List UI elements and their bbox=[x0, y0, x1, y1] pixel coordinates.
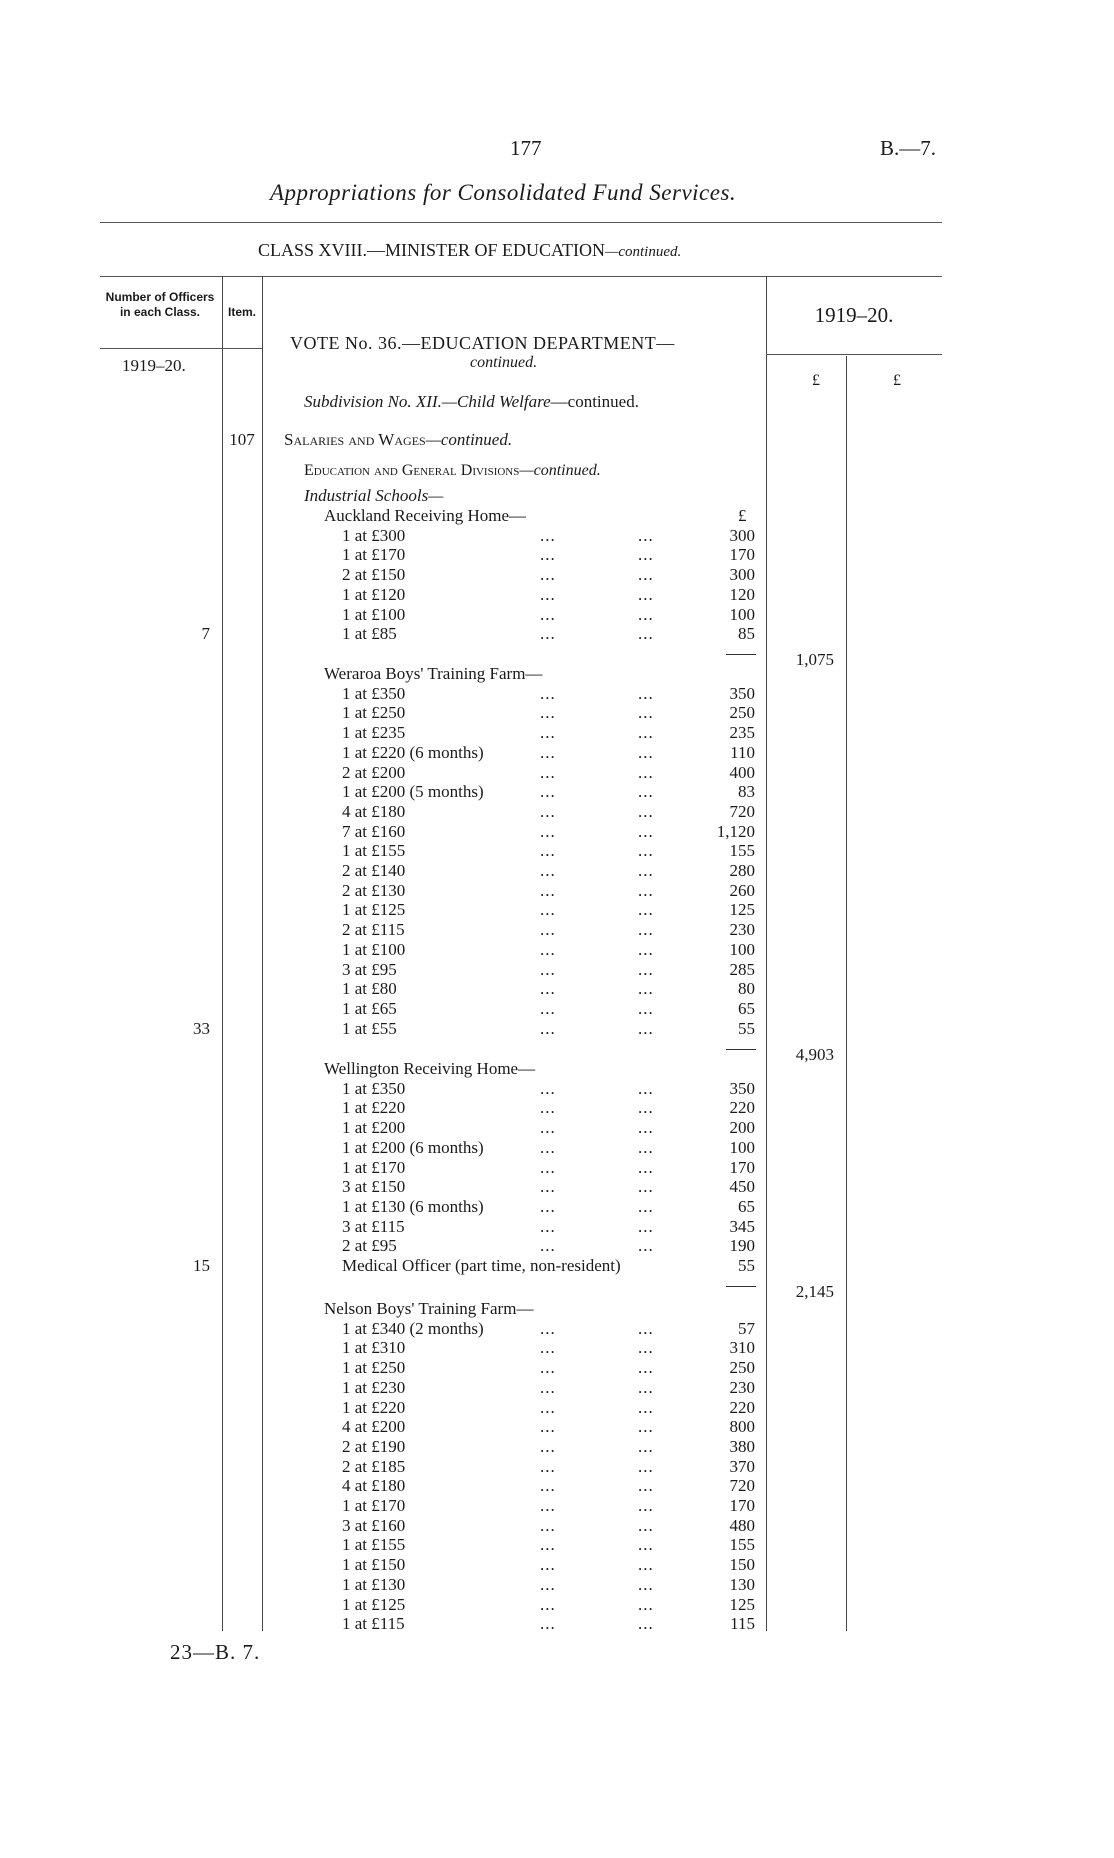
leader-dots: ... bbox=[638, 1137, 654, 1157]
col-divider-item bbox=[262, 276, 263, 1631]
rule-table-top bbox=[100, 276, 942, 277]
leader-dots: ... bbox=[638, 1456, 654, 1476]
salary-row-amount: 310 bbox=[729, 1338, 755, 1358]
salary-row-amount: 100 bbox=[729, 604, 755, 624]
leader-dots: ... bbox=[540, 1358, 556, 1378]
leader-dots: ... bbox=[540, 959, 556, 979]
leader-dots: ... bbox=[638, 584, 654, 604]
leader-dots: ... bbox=[638, 1177, 654, 1197]
leader-dots: ... bbox=[540, 920, 556, 940]
leader-dots: ... bbox=[638, 624, 654, 644]
leader-dots: ... bbox=[540, 939, 556, 959]
salary-row-label: Medical Officer (part time, non-resident) bbox=[342, 1256, 621, 1275]
leader-dots: ... bbox=[540, 1397, 556, 1417]
leader-dots: ... bbox=[638, 939, 654, 959]
leader-dots: ... bbox=[540, 545, 556, 565]
salary-row-amount: 120 bbox=[729, 584, 755, 604]
officers-count: 33 bbox=[193, 1018, 210, 1038]
leader-dots: ... bbox=[540, 624, 556, 644]
leader-dots: ... bbox=[638, 880, 654, 900]
salary-row bbox=[342, 1378, 755, 1398]
salary-row-label: 1 at £150 bbox=[342, 1555, 406, 1575]
leader-dots: ... bbox=[540, 762, 556, 782]
salary-row bbox=[342, 960, 755, 980]
salary-row-amount: 110 bbox=[730, 742, 755, 762]
salary-row-label: 4 at £180 bbox=[342, 1476, 406, 1496]
salary-row bbox=[342, 1138, 755, 1158]
salary-row-label: 1 at £125 bbox=[342, 900, 406, 920]
salary-row bbox=[342, 703, 755, 723]
leader-dots: ... bbox=[638, 703, 654, 723]
page-footer: 23—B. 7. bbox=[170, 1640, 261, 1664]
leader-dots: ... bbox=[638, 1496, 654, 1515]
salary-row-amount: 230 bbox=[729, 920, 755, 940]
salary-row bbox=[342, 526, 755, 546]
salary-row-label: 1 at £170 bbox=[342, 1157, 406, 1177]
subdivision-label: Subdivision No. XII.—Child Welfare bbox=[304, 392, 551, 411]
salary-row bbox=[342, 763, 755, 783]
salary-row-amount: 250 bbox=[729, 703, 755, 723]
subtotal-rule bbox=[726, 1286, 756, 1287]
leader-dots: ... bbox=[540, 703, 556, 723]
col-divider-amounts bbox=[766, 276, 767, 1631]
salary-row-amount: 235 bbox=[729, 723, 755, 743]
salary-row bbox=[342, 1256, 755, 1276]
leader-dots: ... bbox=[540, 1137, 556, 1157]
leader-dots: ... bbox=[638, 604, 654, 624]
salary-row-label: 1 at £310 bbox=[342, 1338, 406, 1358]
leader-dots: ... bbox=[638, 998, 654, 1018]
leader-dots: ... bbox=[540, 742, 556, 762]
group-total: 2,145 bbox=[795, 1282, 834, 1301]
salary-row-label: 1 at £120 bbox=[342, 584, 406, 604]
salary-row-label: 2 at £140 bbox=[342, 861, 406, 880]
officers-column-header: Number of Officers in each Class. bbox=[105, 290, 215, 319]
salary-row bbox=[342, 1496, 755, 1516]
salary-row-label: 1 at £340 (2 months) bbox=[342, 1318, 484, 1338]
salary-row-amount: 230 bbox=[729, 1377, 755, 1397]
leader-dots: ... bbox=[638, 1515, 654, 1535]
subdivision-heading bbox=[304, 392, 639, 412]
group-total: 1,075 bbox=[795, 650, 834, 670]
salary-row-label: 2 at £95 bbox=[342, 1236, 397, 1256]
salary-row-label: 2 at £130 bbox=[342, 880, 406, 900]
salary-row-label: 1 at £220 bbox=[342, 1098, 406, 1118]
salary-row bbox=[342, 723, 755, 743]
salary-row-amount: 100 bbox=[729, 939, 755, 959]
salary-row-amount: 370 bbox=[729, 1456, 755, 1476]
leader-dots: ... bbox=[540, 1118, 556, 1138]
salary-row-amount: 83 bbox=[738, 782, 755, 802]
leader-dots: ... bbox=[638, 979, 654, 999]
officers-count: 15 bbox=[193, 1256, 210, 1275]
salary-row-amount: 190 bbox=[729, 1236, 755, 1256]
salary-row-amount: 155 bbox=[729, 841, 755, 861]
salary-row-amount: 55 bbox=[738, 1256, 755, 1275]
salary-row-label: 2 at £115 bbox=[342, 920, 405, 940]
leader-dots: ... bbox=[638, 920, 654, 940]
group-name: Wellington Receiving Home— bbox=[324, 1059, 536, 1078]
salary-row-amount: 200 bbox=[729, 1118, 755, 1138]
leader-dots: ... bbox=[540, 880, 556, 900]
rule-top bbox=[100, 222, 942, 223]
division-heading bbox=[304, 462, 601, 480]
leader-dots: ... bbox=[638, 1535, 654, 1555]
salary-row bbox=[342, 979, 755, 999]
leader-dots: ... bbox=[540, 782, 556, 802]
salary-row-amount: 285 bbox=[729, 959, 755, 979]
salary-row bbox=[342, 822, 755, 842]
salary-row-amount: 170 bbox=[729, 1157, 755, 1177]
leader-dots: ... bbox=[638, 900, 654, 920]
group-name: Nelson Boys' Training Farm— bbox=[324, 1299, 534, 1318]
salary-row-amount: 480 bbox=[729, 1515, 755, 1535]
salary-row bbox=[342, 782, 755, 802]
leader-dots: ... bbox=[540, 821, 556, 841]
leader-dots: ... bbox=[540, 1456, 556, 1476]
leader-dots: ... bbox=[638, 683, 654, 703]
salary-row bbox=[342, 940, 755, 960]
leader-dots: ... bbox=[638, 1216, 654, 1236]
col-divider-officers bbox=[222, 276, 223, 1631]
salary-row-amount: 1,120 bbox=[716, 821, 755, 841]
leader-dots: ... bbox=[540, 900, 556, 920]
salary-row bbox=[342, 1535, 755, 1555]
leader-dots: ... bbox=[540, 979, 556, 999]
leader-dots: ... bbox=[638, 1196, 654, 1216]
salary-row-label: 1 at £125 bbox=[342, 1594, 406, 1614]
salary-row-amount: 720 bbox=[729, 1476, 755, 1496]
item-heading bbox=[284, 430, 512, 450]
salary-row-amount: 300 bbox=[729, 525, 755, 545]
salary-row bbox=[342, 1019, 755, 1039]
salary-row bbox=[342, 1118, 755, 1138]
salary-row-label: 1 at £230 bbox=[342, 1377, 406, 1397]
salary-row bbox=[342, 1236, 755, 1256]
salary-row-label: 1 at £130 bbox=[342, 1574, 406, 1594]
leader-dots: ... bbox=[638, 1318, 654, 1338]
leader-dots: ... bbox=[638, 801, 654, 821]
class-title-text: CLASS XVIII.—MINISTER OF EDUCATION bbox=[258, 240, 606, 260]
salary-row-amount: 125 bbox=[729, 900, 755, 920]
leader-dots: ... bbox=[540, 1177, 556, 1197]
salary-row-amount: 100 bbox=[729, 1137, 755, 1157]
leader-dots: ... bbox=[638, 1358, 654, 1378]
leader-dots: ... bbox=[638, 1476, 654, 1496]
salary-row-amount: 170 bbox=[729, 1496, 755, 1515]
division-cont: —continued. bbox=[519, 462, 601, 479]
division-label: Education and General Divisions bbox=[304, 462, 520, 479]
salary-row-amount: 250 bbox=[729, 1358, 755, 1378]
leader-dots: ... bbox=[540, 1515, 556, 1535]
salary-row-label: 1 at £80 bbox=[342, 979, 397, 999]
salary-row-label: 4 at £200 bbox=[342, 1417, 406, 1437]
salary-row bbox=[342, 585, 755, 605]
salary-row-label: 1 at £200 (6 months) bbox=[342, 1137, 484, 1157]
salary-row-amount: 350 bbox=[729, 1078, 755, 1098]
salary-row bbox=[342, 1158, 755, 1178]
leader-dots: ... bbox=[638, 1098, 654, 1118]
salary-row-label: 1 at £100 bbox=[342, 604, 406, 624]
subtotal-rule bbox=[726, 1049, 756, 1050]
salary-row-amount: 80 bbox=[738, 979, 755, 999]
leader-dots: ... bbox=[540, 1555, 556, 1575]
salary-row-amount: 55 bbox=[738, 1018, 755, 1038]
item-column-header: Item. bbox=[227, 305, 256, 319]
leader-dots: ... bbox=[638, 1157, 654, 1177]
salary-row bbox=[342, 743, 755, 763]
salary-row bbox=[342, 1437, 755, 1457]
salary-row-label: 3 at £150 bbox=[342, 1177, 406, 1197]
salary-row-label: 3 at £115 bbox=[342, 1216, 405, 1236]
leader-dots: ... bbox=[540, 1496, 556, 1515]
salary-row bbox=[342, 881, 755, 901]
leader-dots: ... bbox=[638, 1078, 654, 1098]
salary-row-label: 1 at £155 bbox=[342, 1535, 406, 1555]
leader-dots: ... bbox=[540, 604, 556, 624]
leader-dots: ... bbox=[638, 821, 654, 841]
salary-row-label: 1 at £220 bbox=[342, 1397, 406, 1417]
salary-row-amount: 85 bbox=[738, 624, 755, 644]
subdivision-cont: —continued. bbox=[550, 392, 639, 411]
salary-row-amount: 450 bbox=[729, 1177, 755, 1197]
class-title bbox=[258, 240, 681, 261]
salary-row-label: 1 at £130 (6 months) bbox=[342, 1196, 484, 1216]
salary-row bbox=[342, 1476, 755, 1496]
salary-row bbox=[342, 1319, 755, 1339]
leader-dots: ... bbox=[540, 1338, 556, 1358]
salary-row-label: 1 at £220 (6 months) bbox=[342, 742, 484, 762]
salary-row bbox=[342, 565, 755, 585]
salary-row-amount: 260 bbox=[729, 880, 755, 900]
salary-row bbox=[342, 1217, 755, 1237]
salary-row bbox=[342, 900, 755, 920]
salary-row bbox=[342, 1197, 755, 1217]
leader-dots: ... bbox=[540, 841, 556, 861]
salary-row bbox=[342, 841, 755, 861]
leader-dots: ... bbox=[540, 1594, 556, 1614]
leader-dots: ... bbox=[638, 1397, 654, 1417]
running-title: Appropriations for Consolidated Fund Services. bbox=[270, 180, 737, 205]
salary-row-label: 1 at £250 bbox=[342, 1358, 406, 1378]
salary-row-label: 1 at £55 bbox=[342, 1018, 397, 1038]
leader-dots: ... bbox=[540, 1417, 556, 1437]
salary-row-amount: 400 bbox=[729, 762, 755, 782]
leader-dots: ... bbox=[638, 861, 654, 880]
vote-title-cont: continued. bbox=[470, 354, 538, 371]
group-name: Weraroa Boys' Training Farm— bbox=[324, 664, 543, 683]
salary-row-label: 1 at £200 bbox=[342, 1118, 406, 1138]
salary-row-amount: 280 bbox=[729, 861, 755, 880]
leader-dots: ... bbox=[540, 1614, 556, 1634]
group-total: 4,903 bbox=[795, 1044, 834, 1064]
leader-dots: ... bbox=[638, 1377, 654, 1397]
salary-row-label: 4 at £180 bbox=[342, 801, 406, 821]
salary-row-label: 2 at £190 bbox=[342, 1436, 406, 1456]
subtotal-rule bbox=[726, 654, 756, 655]
year-right: 1919–20. bbox=[814, 303, 894, 327]
leader-dots: ... bbox=[638, 1436, 654, 1456]
salary-row bbox=[342, 1516, 755, 1536]
leader-dots: ... bbox=[540, 584, 556, 604]
leader-dots: ... bbox=[638, 1417, 654, 1437]
salary-row bbox=[342, 920, 755, 940]
salary-row-amount: 220 bbox=[729, 1397, 755, 1417]
salary-row-amount: 130 bbox=[729, 1574, 755, 1594]
salary-row bbox=[342, 1555, 755, 1575]
salary-row-label: 2 at £200 bbox=[342, 762, 406, 782]
salary-row-label: 2 at £150 bbox=[342, 565, 406, 585]
salary-row-amount: 220 bbox=[729, 1098, 755, 1118]
vote-title: VOTE No. 36.—EDUCATION DEPARTMENT— bbox=[290, 333, 675, 353]
salary-row bbox=[342, 861, 755, 881]
salary-row-amount: 720 bbox=[729, 801, 755, 821]
officers-count: 7 bbox=[201, 624, 210, 644]
leader-dots: ... bbox=[540, 1196, 556, 1216]
class-title-cont: —continued. bbox=[605, 244, 682, 260]
salary-row bbox=[342, 1079, 755, 1099]
leader-dots: ... bbox=[540, 801, 556, 821]
leader-dots: ... bbox=[638, 959, 654, 979]
salary-row bbox=[342, 802, 755, 822]
leader-dots: ... bbox=[540, 1157, 556, 1177]
salary-row-label: 1 at £100 bbox=[342, 939, 406, 959]
leader-dots: ... bbox=[638, 545, 654, 565]
currency-amounts-header: £ bbox=[812, 372, 820, 389]
leader-dots: ... bbox=[540, 1436, 556, 1456]
salary-row bbox=[342, 1358, 755, 1378]
col-divider-totals bbox=[846, 356, 847, 1631]
salary-row bbox=[342, 1457, 755, 1477]
salary-row bbox=[342, 684, 755, 704]
leader-dots: ... bbox=[540, 1574, 556, 1594]
rule-year-header bbox=[766, 354, 942, 355]
salary-row-amount: 125 bbox=[729, 1594, 755, 1614]
rule-officers-header bbox=[100, 348, 262, 349]
year-left: 1919–20. bbox=[122, 356, 186, 375]
salary-row-label: 1 at £300 bbox=[342, 525, 406, 545]
salary-row-label: 1 at £115 bbox=[342, 1614, 405, 1634]
salary-row-amount: 300 bbox=[729, 565, 755, 585]
leader-dots: ... bbox=[540, 1476, 556, 1496]
leader-dots: ... bbox=[638, 1555, 654, 1575]
leader-dots: ... bbox=[540, 723, 556, 743]
item-label: Salaries and Wages bbox=[284, 430, 426, 449]
salary-row-label: 1 at £235 bbox=[342, 723, 406, 743]
currency-totals-header: £ bbox=[893, 372, 901, 389]
salary-row-amount: 350 bbox=[729, 683, 755, 703]
salary-row bbox=[342, 999, 755, 1019]
item-number: 107 bbox=[229, 430, 255, 449]
salary-row bbox=[342, 1177, 755, 1197]
page-number: 177 bbox=[510, 136, 542, 160]
leader-dots: ... bbox=[540, 1078, 556, 1098]
salary-row-amount: 115 bbox=[730, 1614, 755, 1634]
leader-dots: ... bbox=[638, 525, 654, 545]
industrial-schools-heading: Industrial Schools— bbox=[304, 486, 444, 505]
leader-dots: ... bbox=[638, 1018, 654, 1038]
leader-dots: ... bbox=[540, 1098, 556, 1118]
leader-dots: ... bbox=[638, 1118, 654, 1138]
leader-dots: ... bbox=[540, 525, 556, 545]
leader-dots: ... bbox=[540, 1377, 556, 1397]
salary-row-amount: 65 bbox=[738, 998, 755, 1018]
leader-dots: ... bbox=[540, 683, 556, 703]
leader-dots: ... bbox=[638, 782, 654, 802]
salary-row-label: 7 at £160 bbox=[342, 821, 406, 841]
salary-row-amount: 65 bbox=[738, 1196, 755, 1216]
salary-row-label: 3 at £95 bbox=[342, 959, 397, 979]
salary-row-amount: 150 bbox=[729, 1555, 755, 1575]
salary-row-label: 1 at £155 bbox=[342, 841, 406, 861]
salary-row bbox=[342, 1098, 755, 1118]
salary-row-label: 1 at £200 (5 months) bbox=[342, 782, 484, 802]
salary-row-label: 1 at £250 bbox=[342, 703, 406, 723]
leader-dots: ... bbox=[638, 762, 654, 782]
salary-row-amount: 170 bbox=[729, 545, 755, 565]
salary-row-label: 1 at £170 bbox=[342, 545, 406, 565]
salary-row bbox=[342, 1575, 755, 1595]
salary-row-amount: 345 bbox=[729, 1216, 755, 1236]
salary-row bbox=[342, 624, 755, 644]
salary-row bbox=[342, 545, 755, 565]
salary-row-label: 1 at £170 bbox=[342, 1496, 406, 1515]
leader-dots: ... bbox=[638, 1614, 654, 1634]
page-reference: B.—7. bbox=[880, 136, 937, 160]
salary-row bbox=[342, 1417, 755, 1437]
group-currency: £ bbox=[738, 506, 747, 525]
salary-row-label: 3 at £160 bbox=[342, 1515, 406, 1535]
leader-dots: ... bbox=[540, 861, 556, 880]
salary-row-amount: 155 bbox=[729, 1535, 755, 1555]
salary-row-amount: 57 bbox=[738, 1318, 755, 1338]
leader-dots: ... bbox=[638, 565, 654, 585]
salary-row bbox=[342, 605, 755, 625]
salary-row-label: 1 at £350 bbox=[342, 1078, 406, 1098]
leader-dots: ... bbox=[638, 1574, 654, 1594]
leader-dots: ... bbox=[638, 1338, 654, 1358]
item-cont: —continued. bbox=[425, 430, 513, 449]
salary-row-amount: 380 bbox=[729, 1436, 755, 1456]
salary-row-amount: 800 bbox=[729, 1417, 755, 1437]
salary-row bbox=[342, 1338, 755, 1358]
leader-dots: ... bbox=[540, 1236, 556, 1256]
leader-dots: ... bbox=[638, 841, 654, 861]
salary-row bbox=[342, 1614, 755, 1634]
salary-row bbox=[342, 1595, 755, 1615]
leader-dots: ... bbox=[638, 1594, 654, 1614]
leader-dots: ... bbox=[540, 1535, 556, 1555]
leader-dots: ... bbox=[638, 742, 654, 762]
salary-row-label: 1 at £65 bbox=[342, 998, 397, 1018]
salary-row-label: 1 at £85 bbox=[342, 624, 397, 644]
leader-dots: ... bbox=[540, 1018, 556, 1038]
salary-row-label: 1 at £350 bbox=[342, 683, 406, 703]
leader-dots: ... bbox=[540, 1318, 556, 1338]
group-name: Auckland Receiving Home— bbox=[324, 506, 527, 525]
leader-dots: ... bbox=[638, 1236, 654, 1256]
leader-dots: ... bbox=[540, 998, 556, 1018]
salary-row-label: 2 at £185 bbox=[342, 1456, 406, 1476]
leader-dots: ... bbox=[540, 565, 556, 585]
salary-row bbox=[342, 1398, 755, 1418]
leader-dots: ... bbox=[638, 723, 654, 743]
leader-dots: ... bbox=[540, 1216, 556, 1236]
